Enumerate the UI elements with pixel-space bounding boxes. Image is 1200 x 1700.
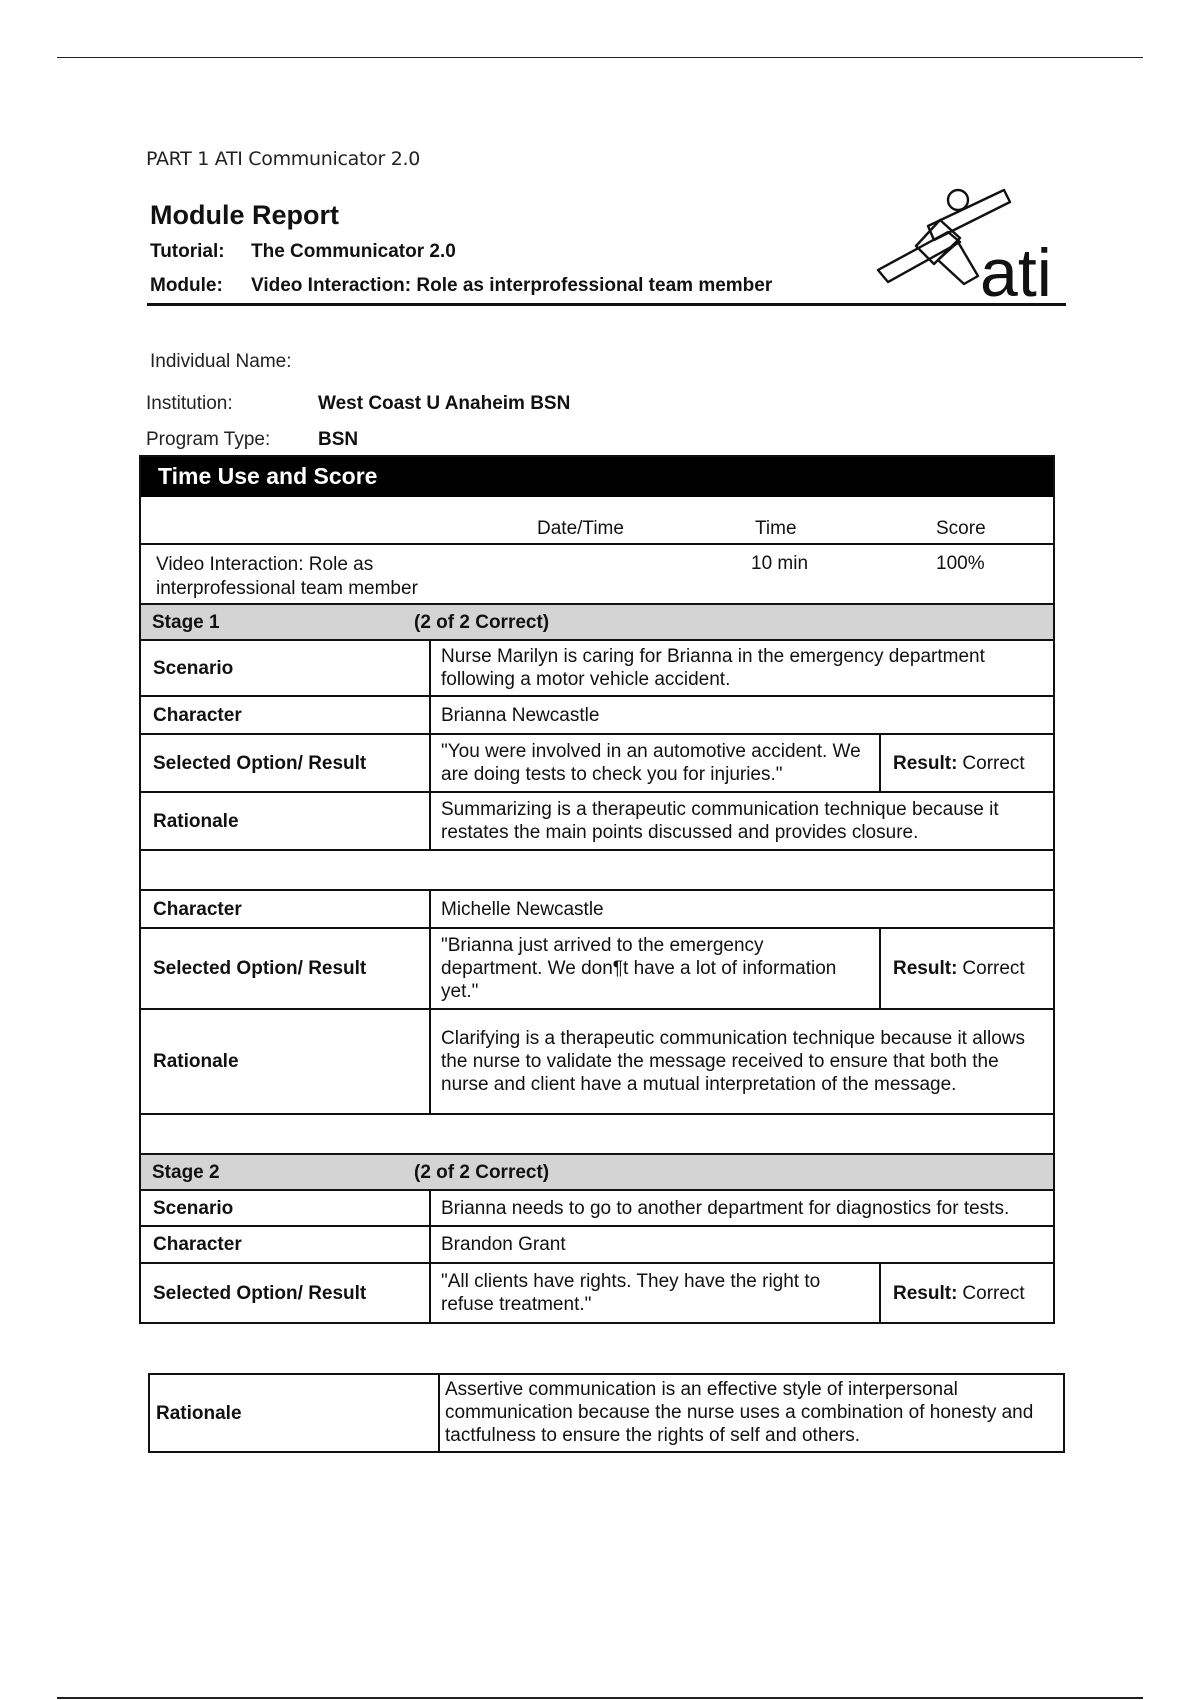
character-name: Michelle Newcastle [441,898,604,920]
scenario-label: Scenario [141,641,431,695]
stage-correct-count: (2 of 2 Correct) [414,1162,550,1183]
logo-figure-head [948,190,968,210]
rationale-label: Rationale [141,1010,431,1113]
rationale-text: Assertive communication is an effective style of interpersonal communication because the nurse uses a combination of honesty and tactfulness to ensure the rights of self and others. [445,1379,1034,1446]
time-header: Time [755,518,797,539]
scenario-text: Brianna needs to go to another department for diagnostics for tests. [441,1197,1010,1219]
individual-name-label: Individual Name: [150,351,292,372]
program-type-value: BSN [318,429,359,450]
scenario-text: Nurse Marilyn is caring for Brianna in the emergency department following a motor vehicle accident. [441,646,985,690]
rationale-continued-table [148,1373,1065,1453]
score-row [141,545,1053,605]
rationale-row [141,1010,1053,1115]
selected-option-row [141,929,1053,1010]
character-label: Character [141,697,431,733]
character-row [141,697,1053,735]
selected-option-text: "All clients have rights. They have the right to refuse treatment." [441,1271,821,1315]
module-row [150,275,772,297]
scenario-row [141,641,1053,697]
rationale-row [141,793,1053,851]
result-cell [879,735,1053,791]
datetime-header: Date/Time [537,518,624,539]
stage-title: Stage 2 [152,1162,220,1183]
results-table [139,455,1055,1324]
ati-logo [876,186,1066,302]
top-rule [57,57,1143,58]
header-rule [147,303,1066,306]
character-row [141,891,1053,929]
result-value: Correct [962,1282,1025,1304]
result-value: Correct [962,958,1025,979]
score-row-name: Video Interaction: Role as interprofessional team member [156,554,418,599]
bottom-rule [57,1697,1143,1699]
part-title: PART 1 ATI Communicator 2.0 [146,148,421,170]
score-table-header [141,497,1053,545]
logo-figure-body [928,190,1010,240]
result-cell [879,929,1053,1008]
selected-option-label: Selected Option/ Result [141,735,431,791]
logo-text: ati [980,235,1052,302]
character-name: Brianna Newcastle [441,704,600,726]
rationale-label: Rationale [150,1375,440,1451]
stage-header [141,605,1053,641]
character-label: Character [141,1227,431,1262]
rationale-text: Summarizing is a therapeutic communication technique because it restates the main points discussed and provides closure. [441,799,999,843]
result-value: Correct [962,752,1025,774]
logo-figure-torso [916,220,960,264]
score-row-time: 10 min [751,553,809,574]
stage-correct-count: (2 of 2 Correct) [414,612,550,633]
result-cell [879,1264,1053,1322]
blank-row [141,851,1053,891]
report-title: Module Report [150,200,339,230]
program-type-row [146,429,358,451]
tutorial-label: Tutorial: [150,241,225,262]
time-use-score-banner: Time Use and Score [141,457,1053,497]
logo-figure-leg [938,242,978,284]
institution-row [146,393,570,415]
selected-option-label: Selected Option/ Result [141,1264,431,1322]
tutorial-row [150,241,456,263]
module-value: Video Interaction: Role as interprofessional team member [251,275,773,296]
result-label: Result: [893,1282,958,1304]
institution-value: West Coast U Anaheim BSN [318,393,571,414]
institution-label: Institution: [146,393,233,414]
selected-option-row [141,1264,1053,1322]
result-label: Result: [893,958,958,979]
tutorial-value: The Communicator 2.0 [251,241,456,262]
stage-header [141,1155,1053,1191]
character-name: Brandon Grant [441,1234,566,1255]
scenario-label: Scenario [141,1191,431,1225]
character-label: Character [141,891,431,927]
scenario-row [141,1191,1053,1227]
score-row-score: 100% [936,553,985,574]
selected-option-row [141,735,1053,793]
blank-row [141,1115,1053,1155]
selected-option-text: "You were involved in an automotive accident. We are doing tests to check you for injuries." [441,741,861,785]
logo-figure-arm [878,232,960,282]
individual-name-row [150,351,322,373]
module-label: Module: [150,275,223,296]
character-row [141,1227,1053,1264]
rationale-text: Clarifying is a therapeutic communication technique because it allows the nurse to validate the message received to ensure that both the nurse and client have a mutual interpretation of the message. [441,1028,1026,1095]
program-type-label: Program Type: [146,429,271,450]
stage-title: Stage 1 [152,612,220,633]
rationale-label: Rationale [141,793,431,849]
selected-option-label: Selected Option/ Result [141,929,431,1008]
result-label: Result: [893,752,958,774]
selected-option-text: "Brianna just arrived to the emergency department. We don¶t have a lot of information yet." [441,935,837,1002]
score-header: Score [936,518,986,539]
